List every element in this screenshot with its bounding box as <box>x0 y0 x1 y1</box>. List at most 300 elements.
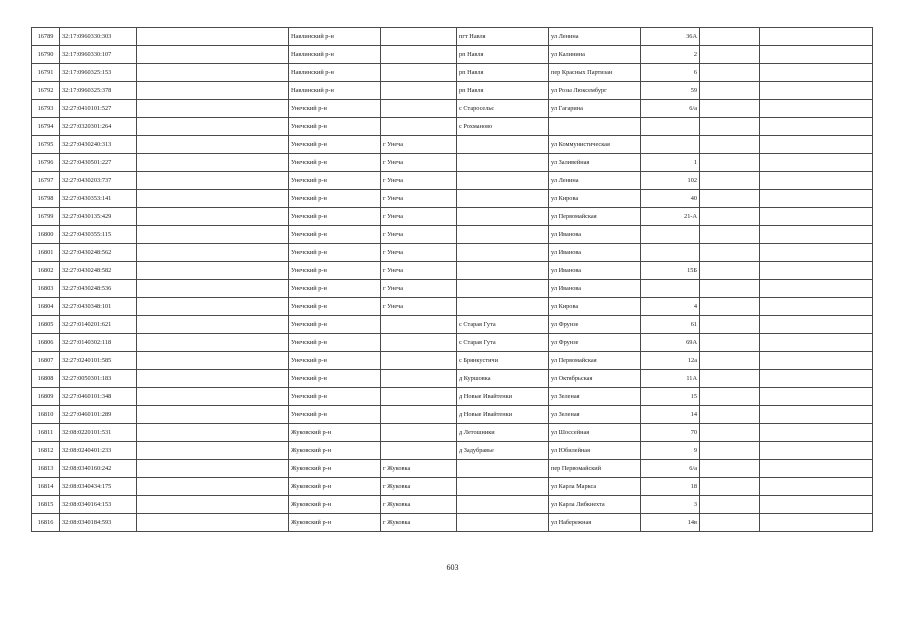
house-number-cell: 15Б <box>641 262 700 280</box>
blank-cell-cell <box>137 154 289 172</box>
city-cell <box>381 352 457 370</box>
cadastral-number-cell: 32:27:0460101:348 <box>60 388 137 406</box>
house-number-cell: 6 <box>641 64 700 82</box>
extra-cell-1-cell <box>700 136 760 154</box>
table-row <box>32 262 873 280</box>
house-number-cell: 36А <box>641 28 700 46</box>
blank-cell-cell <box>137 352 289 370</box>
row-index-cell: 16797 <box>32 172 60 190</box>
page-number: 603 <box>446 563 459 572</box>
extra-cell-1-cell <box>700 316 760 334</box>
house-number-cell: 6/а <box>641 460 700 478</box>
blank-cell-cell <box>137 46 289 64</box>
blank-cell-cell <box>137 118 289 136</box>
house-number-cell: 18 <box>641 478 700 496</box>
row-index-cell: 16801 <box>32 244 60 262</box>
district-cell: Жуковский р-н <box>289 460 381 478</box>
cadastral-number-cell: 32:27:0050301:183 <box>60 370 137 388</box>
row-index-cell: 16796 <box>32 154 60 172</box>
cadastral-number-cell: 32:27:0430355:115 <box>60 226 137 244</box>
district-cell: Жуковский р-н <box>289 514 381 532</box>
city-cell: г Унеча <box>381 244 457 262</box>
settlement-cell: д Куршовка <box>457 370 549 388</box>
city-cell <box>381 316 457 334</box>
extra-cell-1-cell <box>700 46 760 64</box>
street-cell <box>549 118 641 136</box>
blank-cell-cell <box>137 244 289 262</box>
table-row <box>32 334 873 352</box>
blank-cell-cell <box>137 460 289 478</box>
district-cell: Унечский р-н <box>289 136 381 154</box>
settlement-cell: рп Навля <box>457 46 549 64</box>
district-cell: Жуковский р-н <box>289 442 381 460</box>
district-cell: Унечский р-н <box>289 298 381 316</box>
blank-cell-cell <box>137 280 289 298</box>
city-cell: г Жуковка <box>381 478 457 496</box>
blank-cell-cell <box>137 478 289 496</box>
extra-cell-2-cell <box>760 262 873 280</box>
city-cell <box>381 406 457 424</box>
city-cell: г Унеча <box>381 136 457 154</box>
extra-cell-1-cell <box>700 370 760 388</box>
row-index-cell: 16809 <box>32 388 60 406</box>
extra-cell-1-cell <box>700 388 760 406</box>
table-row <box>32 478 873 496</box>
street-cell: ул Зеленая <box>549 388 641 406</box>
settlement-cell <box>457 208 549 226</box>
city-cell: г Жуковка <box>381 496 457 514</box>
cadastral-number-cell: 32:27:0410101:527 <box>60 100 137 118</box>
street-cell: ул Зеленая <box>549 406 641 424</box>
row-index-cell: 16812 <box>32 442 60 460</box>
table-row <box>32 298 873 316</box>
extra-cell-2-cell <box>760 172 873 190</box>
extra-cell-2-cell <box>760 208 873 226</box>
extra-cell-1-cell <box>700 64 760 82</box>
cadastral-number-cell: 32:27:0430501:227 <box>60 154 137 172</box>
extra-cell-2-cell <box>760 244 873 262</box>
settlement-cell <box>457 226 549 244</box>
street-cell: ул Розы Люксембург <box>549 82 641 100</box>
city-cell: г Унеча <box>381 298 457 316</box>
row-index-cell: 16810 <box>32 406 60 424</box>
city-cell <box>381 388 457 406</box>
district-cell: Унечский р-н <box>289 154 381 172</box>
street-cell: ул Иванова <box>549 244 641 262</box>
house-number-cell: 14в <box>641 514 700 532</box>
street-cell: ул Фрунзе <box>549 334 641 352</box>
city-cell: г Жуковка <box>381 460 457 478</box>
blank-cell-cell <box>137 370 289 388</box>
extra-cell-1-cell <box>700 100 760 118</box>
house-number-cell: 14 <box>641 406 700 424</box>
house-number-cell <box>641 118 700 136</box>
cadastral-number-cell: 32:27:0430348:101 <box>60 298 137 316</box>
extra-cell-2-cell <box>760 406 873 424</box>
cadastral-number-cell: 32:27:0140302:118 <box>60 334 137 352</box>
row-index-cell: 16808 <box>32 370 60 388</box>
cadastral-number-cell: 32:17:0960330:303 <box>60 28 137 46</box>
house-number-cell: 6/а <box>641 100 700 118</box>
settlement-cell: с Брянкустичи <box>457 352 549 370</box>
street-cell: ул Коммунистическая <box>549 136 641 154</box>
extra-cell-1-cell <box>700 262 760 280</box>
city-cell: г Унеча <box>381 190 457 208</box>
cadastral-number-cell: 32:17:0960330:107 <box>60 46 137 64</box>
street-cell: ул Шоссейная <box>549 424 641 442</box>
settlement-cell <box>457 280 549 298</box>
extra-cell-2-cell <box>760 154 873 172</box>
blank-cell-cell <box>137 316 289 334</box>
street-cell: ул Иванова <box>549 262 641 280</box>
table-row <box>32 118 873 136</box>
house-number-cell: 61 <box>641 316 700 334</box>
city-cell <box>381 370 457 388</box>
blank-cell-cell <box>137 208 289 226</box>
city-cell <box>381 442 457 460</box>
table-row <box>32 496 873 514</box>
extra-cell-1-cell <box>700 298 760 316</box>
city-cell: г Унеча <box>381 226 457 244</box>
extra-cell-1-cell <box>700 406 760 424</box>
table-row <box>32 316 873 334</box>
blank-cell-cell <box>137 262 289 280</box>
settlement-cell: д Летошники <box>457 424 549 442</box>
extra-cell-2-cell <box>760 460 873 478</box>
house-number-cell <box>641 280 700 298</box>
blank-cell-cell <box>137 226 289 244</box>
street-cell: ул Юбилейная <box>549 442 641 460</box>
extra-cell-2-cell <box>760 190 873 208</box>
house-number-cell: 4 <box>641 298 700 316</box>
cadastral-number-cell: 32:27:0140201:621 <box>60 316 137 334</box>
district-cell: Унечский р-н <box>289 226 381 244</box>
extra-cell-1-cell <box>700 496 760 514</box>
blank-cell-cell <box>137 424 289 442</box>
house-number-cell: 102 <box>641 172 700 190</box>
blank-cell-cell <box>137 514 289 532</box>
blank-cell-cell <box>137 442 289 460</box>
row-index-cell: 16803 <box>32 280 60 298</box>
row-index-cell: 16795 <box>32 136 60 154</box>
street-cell: ул Калинина <box>549 46 641 64</box>
cadastral-number-cell: 32:27:0430240:313 <box>60 136 137 154</box>
extra-cell-2-cell <box>760 352 873 370</box>
street-cell: пер Первомайский <box>549 460 641 478</box>
table-row <box>32 514 873 532</box>
house-number-cell: 9 <box>641 442 700 460</box>
extra-cell-2-cell <box>760 316 873 334</box>
cadastral-number-cell: 32:08:0240401:233 <box>60 442 137 460</box>
blank-cell-cell <box>137 496 289 514</box>
district-cell: Унечский р-н <box>289 388 381 406</box>
district-cell: Навлинский р-н <box>289 82 381 100</box>
settlement-cell <box>457 298 549 316</box>
city-cell: г Унеча <box>381 262 457 280</box>
cadastral-number-cell: 32:08:0340160:242 <box>60 460 137 478</box>
street-cell: ул Набережная <box>549 514 641 532</box>
table-row <box>32 226 873 244</box>
district-cell: Унечский р-н <box>289 172 381 190</box>
table-body <box>32 28 873 532</box>
extra-cell-2-cell <box>760 64 873 82</box>
cadastral-number-cell: 32:17:0960325:378 <box>60 82 137 100</box>
street-cell: ул Первомайская <box>549 352 641 370</box>
row-index-cell: 16811 <box>32 424 60 442</box>
extra-cell-2-cell <box>760 442 873 460</box>
table-row <box>32 100 873 118</box>
cadastral-number-cell: 32:27:0430353:141 <box>60 190 137 208</box>
extra-cell-1-cell <box>700 460 760 478</box>
property-register-table <box>31 27 873 532</box>
house-number-cell: 70 <box>641 424 700 442</box>
row-index-cell: 16789 <box>32 28 60 46</box>
district-cell: Унечский р-н <box>289 244 381 262</box>
city-cell <box>381 28 457 46</box>
cadastral-number-cell: 32:17:0960325:153 <box>60 64 137 82</box>
house-number-cell: 2 <box>641 46 700 64</box>
extra-cell-1-cell <box>700 334 760 352</box>
city-cell: г Унеча <box>381 208 457 226</box>
district-cell: Унечский р-н <box>289 316 381 334</box>
settlement-cell <box>457 172 549 190</box>
district-cell: Унечский р-н <box>289 118 381 136</box>
extra-cell-1-cell <box>700 28 760 46</box>
table-row <box>32 64 873 82</box>
row-index-cell: 16805 <box>32 316 60 334</box>
house-number-cell: 40 <box>641 190 700 208</box>
extra-cell-1-cell <box>700 226 760 244</box>
blank-cell-cell <box>137 190 289 208</box>
extra-cell-1-cell <box>700 118 760 136</box>
street-cell: ул Иванова <box>549 280 641 298</box>
extra-cell-1-cell <box>700 82 760 100</box>
settlement-cell <box>457 460 549 478</box>
city-cell: г Унеча <box>381 154 457 172</box>
extra-cell-1-cell <box>700 154 760 172</box>
cadastral-number-cell: 32:27:0430248:536 <box>60 280 137 298</box>
settlement-cell <box>457 244 549 262</box>
blank-cell-cell <box>137 172 289 190</box>
row-index-cell: 16802 <box>32 262 60 280</box>
street-cell: ул Ленина <box>549 28 641 46</box>
row-index-cell: 16794 <box>32 118 60 136</box>
city-cell <box>381 64 457 82</box>
table-row <box>32 46 873 64</box>
settlement-cell: рп Навля <box>457 64 549 82</box>
street-cell: ул Заливейная <box>549 154 641 172</box>
table-row <box>32 82 873 100</box>
settlement-cell: с Старая Гута <box>457 334 549 352</box>
row-index-cell: 16791 <box>32 64 60 82</box>
settlement-cell: рп Навля <box>457 82 549 100</box>
blank-cell-cell <box>137 64 289 82</box>
cadastral-number-cell: 32:27:0430248:582 <box>60 262 137 280</box>
street-cell: ул Ленина <box>549 172 641 190</box>
house-number-cell <box>641 136 700 154</box>
cadastral-number-cell: 32:27:0460101:289 <box>60 406 137 424</box>
extra-cell-2-cell <box>760 28 873 46</box>
extra-cell-2-cell <box>760 100 873 118</box>
house-number-cell: 1 <box>641 154 700 172</box>
cadastral-number-cell: 32:27:0320301:264 <box>60 118 137 136</box>
settlement-cell: д Задубравье <box>457 442 549 460</box>
row-index-cell: 16792 <box>32 82 60 100</box>
extra-cell-1-cell <box>700 442 760 460</box>
extra-cell-2-cell <box>760 388 873 406</box>
city-cell <box>381 100 457 118</box>
city-cell <box>381 118 457 136</box>
house-number-cell: 21-А <box>641 208 700 226</box>
district-cell: Унечский р-н <box>289 208 381 226</box>
extra-cell-2-cell <box>760 298 873 316</box>
extra-cell-2-cell <box>760 370 873 388</box>
district-cell: Унечский р-н <box>289 262 381 280</box>
house-number-cell <box>641 226 700 244</box>
district-cell: Унечский р-н <box>289 100 381 118</box>
cadastral-number-cell: 32:08:0340164:153 <box>60 496 137 514</box>
row-index-cell: 16813 <box>32 460 60 478</box>
blank-cell-cell <box>137 100 289 118</box>
house-number-cell <box>641 244 700 262</box>
blank-cell-cell <box>137 406 289 424</box>
extra-cell-2-cell <box>760 496 873 514</box>
settlement-cell <box>457 514 549 532</box>
district-cell: Унечский р-н <box>289 406 381 424</box>
cadastral-number-cell: 32:27:0240101:585 <box>60 352 137 370</box>
city-cell <box>381 82 457 100</box>
blank-cell-cell <box>137 28 289 46</box>
extra-cell-2-cell <box>760 46 873 64</box>
street-cell: ул Карла Маркса <box>549 478 641 496</box>
table-row <box>32 190 873 208</box>
settlement-cell: д Новые Ивайтенки <box>457 388 549 406</box>
city-cell <box>381 334 457 352</box>
table-row <box>32 172 873 190</box>
extra-cell-1-cell <box>700 208 760 226</box>
extra-cell-1-cell <box>700 514 760 532</box>
extra-cell-1-cell <box>700 478 760 496</box>
settlement-cell: с Рохманово <box>457 118 549 136</box>
settlement-cell: с Старосельє <box>457 100 549 118</box>
row-index-cell: 16793 <box>32 100 60 118</box>
table-row <box>32 244 873 262</box>
settlement-cell <box>457 136 549 154</box>
cadastral-number-cell: 32:08:0340184:593 <box>60 514 137 532</box>
row-index-cell: 16806 <box>32 334 60 352</box>
row-index-cell: 16814 <box>32 478 60 496</box>
settlement-cell: с Старая Гута <box>457 316 549 334</box>
extra-cell-1-cell <box>700 424 760 442</box>
house-number-cell: 69А <box>641 334 700 352</box>
extra-cell-2-cell <box>760 334 873 352</box>
extra-cell-2-cell <box>760 118 873 136</box>
extra-cell-1-cell <box>700 244 760 262</box>
district-cell: Навлинский р-н <box>289 28 381 46</box>
street-cell: ул Кирова <box>549 298 641 316</box>
table-row <box>32 406 873 424</box>
table-row <box>32 442 873 460</box>
extra-cell-2-cell <box>760 226 873 244</box>
district-cell: Жуковский р-н <box>289 424 381 442</box>
city-cell <box>381 46 457 64</box>
extra-cell-1-cell <box>700 190 760 208</box>
table-row <box>32 352 873 370</box>
district-cell: Унечский р-н <box>289 352 381 370</box>
table-row <box>32 460 873 478</box>
district-cell: Жуковский р-н <box>289 496 381 514</box>
house-number-cell: 3 <box>641 496 700 514</box>
city-cell <box>381 424 457 442</box>
street-cell: пер Красных Партизан <box>549 64 641 82</box>
cadastral-number-cell: 32:08:0340434:175 <box>60 478 137 496</box>
street-cell: ул Кирова <box>549 190 641 208</box>
extra-cell-2-cell <box>760 136 873 154</box>
settlement-cell <box>457 154 549 172</box>
district-cell: Унечский р-н <box>289 334 381 352</box>
cadastral-number-cell: 32:27:0430203:737 <box>60 172 137 190</box>
cadastral-number-cell: 32:27:0430135:429 <box>60 208 137 226</box>
street-cell: ул Карла Либкнехта <box>549 496 641 514</box>
row-index-cell: 16790 <box>32 46 60 64</box>
house-number-cell: 15 <box>641 388 700 406</box>
extra-cell-2-cell <box>760 478 873 496</box>
table-row <box>32 388 873 406</box>
house-number-cell: 59 <box>641 82 700 100</box>
row-index-cell: 16815 <box>32 496 60 514</box>
table-row <box>32 136 873 154</box>
row-index-cell: 16816 <box>32 514 60 532</box>
settlement-cell <box>457 262 549 280</box>
street-cell: ул Фрунзе <box>549 316 641 334</box>
settlement-cell <box>457 496 549 514</box>
district-cell: Унечский р-н <box>289 280 381 298</box>
city-cell: г Жуковка <box>381 514 457 532</box>
district-cell: Навлинский р-н <box>289 46 381 64</box>
blank-cell-cell <box>137 388 289 406</box>
house-number-cell: 11А <box>641 370 700 388</box>
table-row <box>32 28 873 46</box>
row-index-cell: 16804 <box>32 298 60 316</box>
row-index-cell: 16807 <box>32 352 60 370</box>
row-index-cell: 16798 <box>32 190 60 208</box>
extra-cell-2-cell <box>760 514 873 532</box>
city-cell: г Унеча <box>381 280 457 298</box>
cadastral-number-cell: 32:08:0220101:531 <box>60 424 137 442</box>
blank-cell-cell <box>137 334 289 352</box>
house-number-cell: 12а <box>641 352 700 370</box>
district-cell: Навлинский р-н <box>289 64 381 82</box>
settlement-cell: д Новые Ивайтенки <box>457 406 549 424</box>
district-cell: Жуковский р-н <box>289 478 381 496</box>
street-cell: ул Октябрьская <box>549 370 641 388</box>
street-cell: ул Гагарина <box>549 100 641 118</box>
extra-cell-1-cell <box>700 352 760 370</box>
settlement-cell <box>457 478 549 496</box>
extra-cell-1-cell <box>700 280 760 298</box>
district-cell: Унечский р-н <box>289 370 381 388</box>
street-cell: ул Иванова <box>549 226 641 244</box>
extra-cell-2-cell <box>760 82 873 100</box>
blank-cell-cell <box>137 82 289 100</box>
blank-cell-cell <box>137 136 289 154</box>
cadastral-number-cell: 32:27:0430248:562 <box>60 244 137 262</box>
settlement-cell: пгт Навля <box>457 28 549 46</box>
extra-cell-2-cell <box>760 280 873 298</box>
street-cell: ул Первомайская <box>549 208 641 226</box>
table-row <box>32 370 873 388</box>
row-index-cell: 16800 <box>32 226 60 244</box>
